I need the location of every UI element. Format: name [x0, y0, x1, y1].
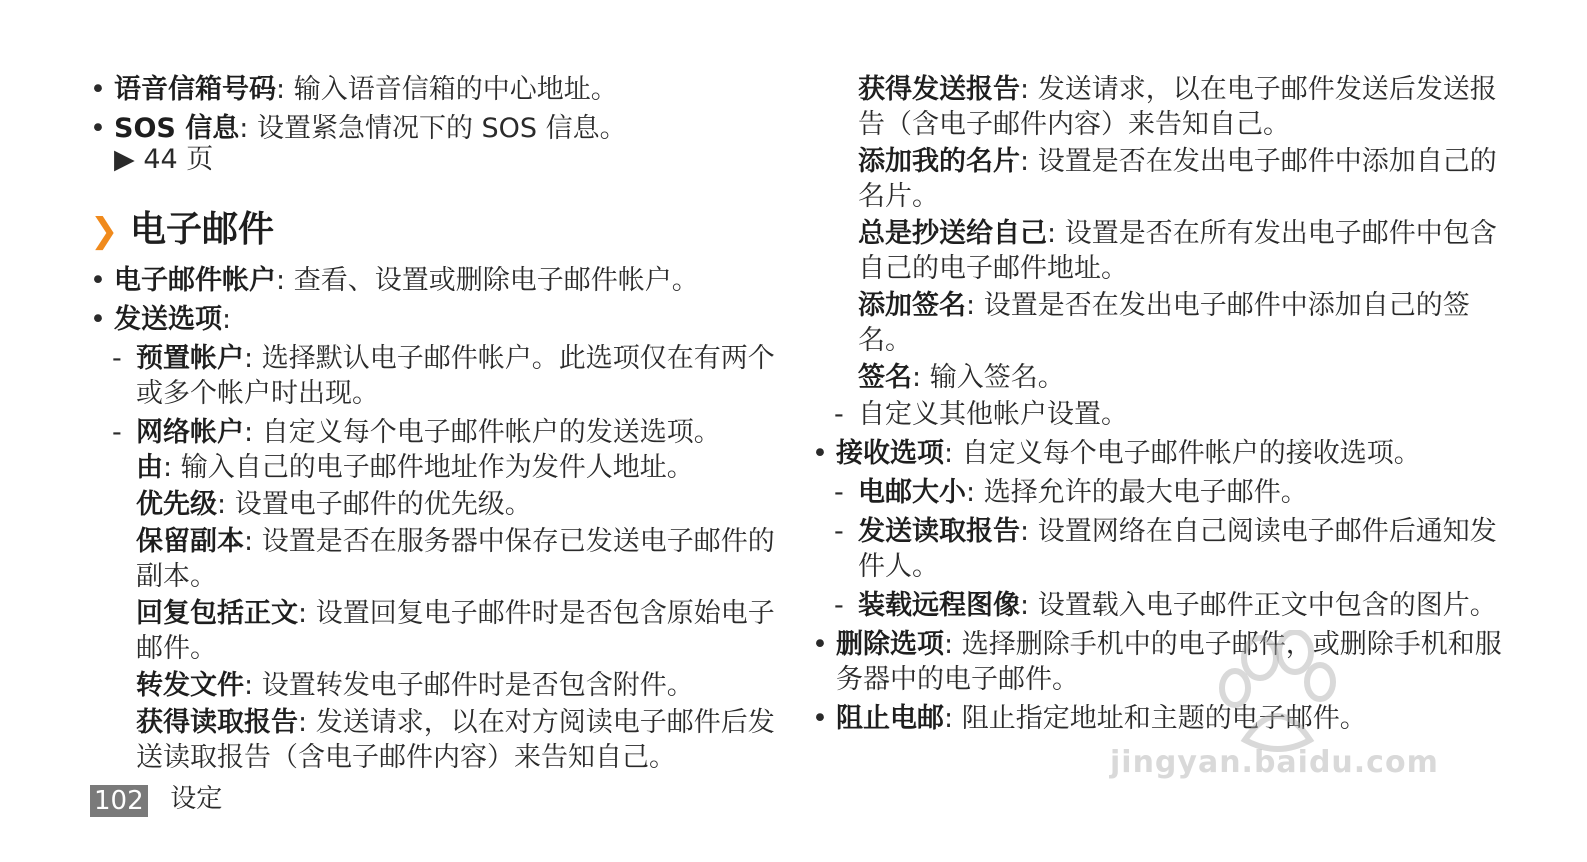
item-text: 查看、设置或删除电子邮件帐户。: [293, 265, 699, 296]
bullet-icon: •: [90, 265, 106, 296]
item-title: 保留副本: [136, 526, 244, 557]
item-sep: :: [217, 489, 227, 520]
item-sep: :: [966, 477, 976, 508]
sub-item-preset-account: [90, 341, 780, 411]
item-sep: :: [912, 362, 922, 393]
section-title: 电子邮件: [130, 209, 275, 250]
item-sep: :: [1020, 516, 1030, 547]
item-title: 获得读取报告: [136, 707, 298, 738]
item-text: 设置紧急情况下的 SOS 信息。: [256, 113, 627, 144]
item-title: 语音信箱号码: [114, 74, 276, 105]
page-footer: [90, 783, 222, 815]
item-text: 设置是否在发出电子邮件中添加自己的名片。: [858, 146, 1497, 212]
section-heading-email: [90, 207, 780, 255]
item-sep: :: [966, 290, 976, 321]
item-text: 设置是否在服务器中保存已发送电子邮件的副本。: [136, 526, 775, 592]
dash-icon: -: [112, 343, 122, 374]
item-title: 删除选项: [836, 629, 944, 660]
item-text: 发送请求，以在对方阅读电子邮件后发送读取报告（含电子邮件内容）来告知自己。: [136, 707, 775, 773]
item-text: 设置是否在所有发出电子邮件中包含自己的电子邮件地址。: [858, 218, 1497, 284]
item-text: 输入签名。: [929, 362, 1065, 393]
item-sep: :: [944, 629, 954, 660]
option-forward-file: [90, 668, 780, 703]
list-item-receive-options: [812, 436, 1512, 471]
left-column: [90, 72, 780, 777]
item-title: 回复包括正文: [136, 598, 298, 629]
option-add-signature: [812, 288, 1512, 358]
item-sep: :: [244, 417, 254, 448]
item-sep: :: [1020, 74, 1030, 105]
bullet-icon: •: [812, 703, 828, 734]
item-title: 网络帐户: [136, 417, 244, 448]
list-item-delete-options: [812, 627, 1512, 697]
item-title: 阻止电邮: [836, 703, 944, 734]
option-delivery-report: [812, 72, 1512, 142]
dash-icon: -: [834, 590, 844, 621]
item-sep: :: [944, 438, 954, 469]
list-item-block-email: [812, 701, 1512, 736]
item-text: 设置载入电子邮件正文中包含的图片。: [1037, 590, 1497, 621]
item-title: 装载远程图像: [858, 590, 1020, 621]
item-title: 预置帐户: [136, 343, 244, 374]
item-text: 选择允许的最大电子邮件。: [983, 477, 1308, 508]
sub-item-other-settings: [812, 397, 1512, 432]
option-always-cc-self: [812, 216, 1512, 286]
item-text: 自定义每个电子邮件帐户的接收选项。: [961, 438, 1421, 469]
item-text: 设置转发电子邮件时是否包含附件。: [261, 670, 694, 701]
sub-item-load-remote-images: [812, 588, 1512, 623]
dash-icon: -: [112, 417, 122, 448]
chevron-right-icon: ❯: [90, 211, 119, 251]
chapter-name: 设定: [170, 784, 223, 814]
page-reference: ▶ 44 页: [114, 144, 214, 175]
item-title: 添加签名: [858, 290, 966, 321]
page-number: 102: [90, 785, 148, 817]
list-item-email-account: [90, 263, 780, 298]
item-title: 优先级: [136, 489, 217, 520]
bullet-icon: •: [812, 438, 828, 469]
item-text: 设置是否在发出电子邮件中添加自己的签名。: [858, 290, 1470, 356]
item-sep: :: [298, 598, 308, 629]
option-keep-copy: [90, 524, 780, 594]
bullet-icon: •: [812, 629, 828, 660]
item-title: SOS 信息: [114, 113, 240, 144]
option-priority: [90, 487, 780, 522]
item-sep: :: [1020, 590, 1030, 621]
sub-item-email-size: [812, 475, 1512, 510]
item-text: 自定义每个电子邮件帐户的发送选项。: [261, 417, 721, 448]
item-title: 总是抄送给自己: [858, 218, 1047, 249]
item-sep: :: [163, 452, 173, 483]
item-text: 选择默认电子邮件帐户。此选项仅在有两个或多个帐户时出现。: [136, 343, 775, 409]
item-sep: :: [298, 707, 308, 738]
item-title: 发送选项: [114, 304, 222, 335]
item-text: 设置电子邮件的优先级。: [234, 489, 532, 520]
item-text: 阻止指定地址和主题的电子邮件。: [961, 703, 1367, 734]
item-sep: :: [1020, 146, 1030, 177]
item-sep: :: [944, 703, 954, 734]
list-item-voicemail: [90, 72, 780, 107]
dash-icon: -: [834, 516, 844, 547]
item-sep: :: [1047, 218, 1057, 249]
item-sep: :: [276, 74, 286, 105]
item-title: 电邮大小: [858, 477, 966, 508]
item-sep: :: [244, 343, 254, 374]
item-text: 自定义其他帐户设置。: [858, 399, 1128, 430]
item-sep: :: [222, 304, 232, 335]
item-title: 电子邮件帐户: [114, 265, 276, 296]
item-title: 签名: [858, 362, 912, 393]
bullet-icon: •: [90, 74, 106, 105]
item-text: 输入自己的电子邮件地址作为发件人地址。: [180, 452, 694, 483]
item-text: 选择删除手机中的电子邮件，或删除手机和服务器中的电子邮件。: [836, 629, 1502, 695]
item-sep: :: [239, 113, 249, 144]
sub-item-network-account: [90, 415, 780, 450]
watermark-text: jingyan.baidu.com: [1110, 745, 1439, 780]
item-title: 接收选项: [836, 438, 944, 469]
item-title: 转发文件: [136, 670, 244, 701]
sub-item-send-read-report: [812, 514, 1512, 584]
dash-icon: -: [834, 477, 844, 508]
list-item-sos: [90, 111, 780, 146]
list-item-send-options: [90, 302, 780, 337]
item-title: 由: [136, 452, 163, 483]
right-column: [812, 72, 1512, 740]
item-text: 发送请求，以在电子邮件发送后发送报告（含电子邮件内容）来告知自己。: [858, 74, 1497, 140]
option-reply-include-body: [90, 596, 780, 666]
item-title: 添加我的名片: [858, 146, 1020, 177]
option-read-report: [90, 705, 780, 775]
item-text: 输入语音信箱的中心地址。: [293, 74, 618, 105]
item-title: 获得发送报告: [858, 74, 1020, 105]
item-sep: :: [276, 265, 286, 296]
option-from: [90, 450, 780, 485]
item-text: 设置回复电子邮件时是否包含原始电子邮件。: [136, 598, 775, 664]
bullet-icon: •: [90, 113, 106, 144]
option-signature: [812, 360, 1512, 395]
item-sep: :: [244, 670, 254, 701]
dash-icon: -: [834, 399, 844, 430]
item-text: 设置网络在自己阅读电子邮件后通知发件人。: [858, 516, 1497, 582]
item-sep: :: [244, 526, 254, 557]
item-title: 发送读取报告: [858, 516, 1020, 547]
option-add-namecard: [812, 144, 1512, 214]
bullet-icon: •: [90, 304, 106, 335]
